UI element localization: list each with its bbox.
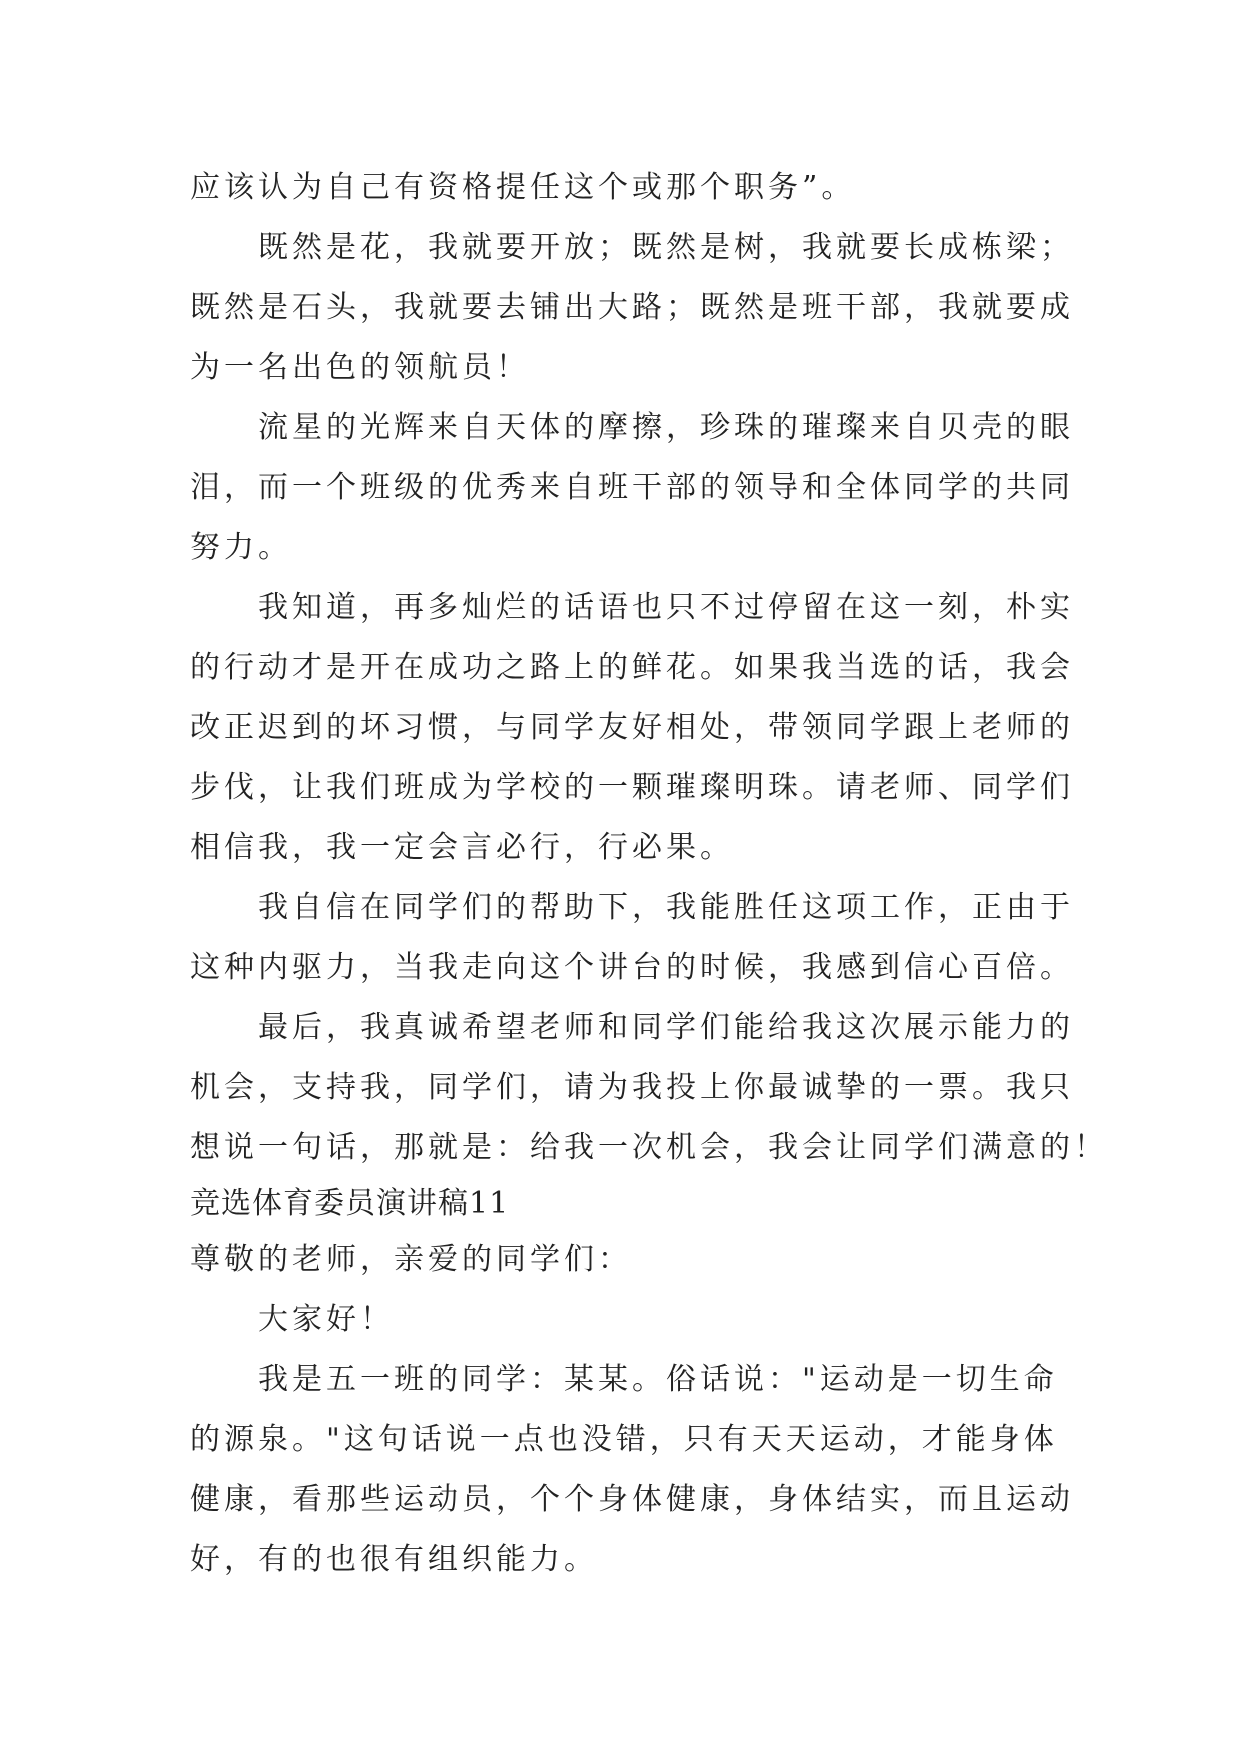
greeting: 大家好！: [258, 1302, 394, 1337]
text-line-15: 最后，我真诚希望老师和同学们能给我这次展示能力的: [258, 1010, 1074, 1045]
text-line-11: 步伐，让我们班成为学校的一颗璀璨明珠。请老师、同学们: [190, 770, 1074, 805]
text-line-5: 流星的光辉来自天体的摩擦，珍珠的璀璨来自贝壳的眼: [258, 410, 1074, 445]
text-line-6: 泪，而一个班级的优秀来自班干部的领导和全体同学的共同: [190, 470, 1074, 505]
text-line-23: 健康，看那些运动员，个个身体健康，身体结实，而且运动: [190, 1482, 1074, 1517]
text-line-2: 既然是花，我就要开放；既然是树，我就要长成栋梁；: [258, 230, 1074, 265]
text-line-12: 相信我，我一定会言必行，行必果。: [190, 830, 734, 865]
text-line-7: 努力。: [190, 530, 292, 565]
text-line-3: 既然是石头，我就要去铺出大路；既然是班干部，我就要成: [190, 290, 1074, 325]
text-line-21: 我是五一班的同学：某某。俗话说："运动是一切生命: [258, 1362, 1058, 1397]
text-line-22: 的源泉。"这句话说一点也没错，只有天天运动，才能身体: [190, 1422, 1058, 1457]
text-line-9: 的行动才是开在成功之路上的鲜花。如果我当选的话，我会: [190, 650, 1074, 685]
text-line-17: 想说一句话，那就是：给我一次机会，我会让同学们满意的！: [190, 1130, 1108, 1165]
section-heading: 竞选体育委员演讲稿11: [190, 1186, 510, 1221]
salutation: 尊敬的老师，亲爱的同学们：: [190, 1242, 632, 1277]
text-line-13: 我自信在同学们的帮助下，我能胜任这项工作，正由于: [258, 890, 1074, 925]
text-line-4: 为一名出色的领航员！: [190, 350, 530, 385]
document-body: [190, 158, 1108, 1590]
text-line-1: 应该认为自己有资格提任这个或那个职务”。: [190, 170, 856, 205]
text-line-24: 好，有的也很有组织能力。: [190, 1542, 598, 1577]
text-line-8: 我知道，再多灿烂的话语也只不过停留在这一刻，朴实: [258, 590, 1074, 625]
text-line-10: 改正迟到的坏习惯，与同学友好相处，带领同学跟上老师的: [190, 710, 1074, 745]
text-line-14: 这种内驱力，当我走向这个讲台的时候，我感到信心百倍。: [190, 950, 1074, 985]
text-line-16: 机会，支持我，同学们，请为我投上你最诚挚的一票。我只: [190, 1070, 1074, 1105]
